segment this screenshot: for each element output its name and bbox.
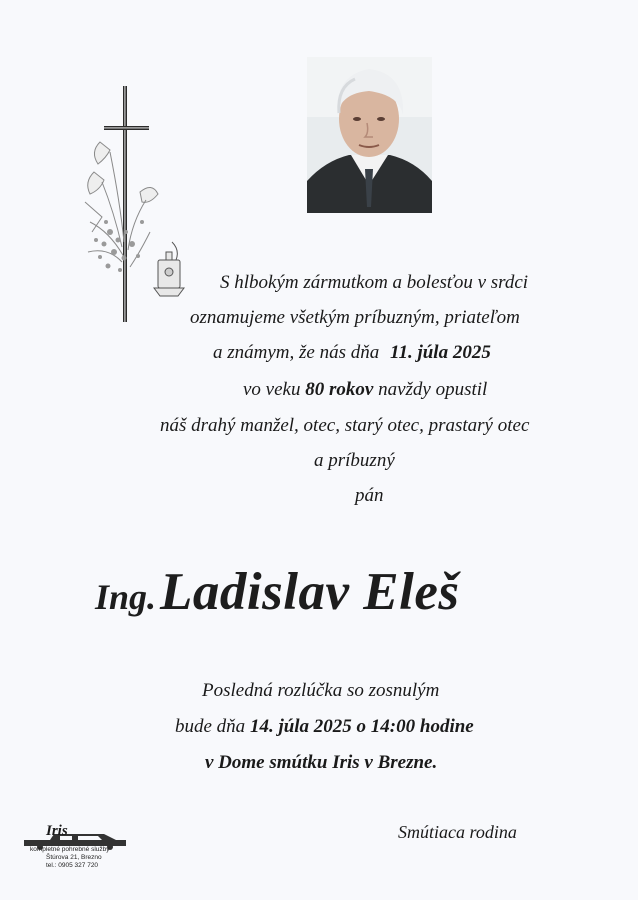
deceased-name <box>95 562 459 622</box>
announcement-line-7: pán <box>355 485 384 506</box>
announcement-line-5: náš drahý manžel, otec, starý otec, prastarý otec <box>160 415 530 436</box>
farewell-date-time: 14. júla 2025 o 14:00 hodine <box>249 716 474 737</box>
date-of-death: 11. júla 2025 <box>390 342 491 363</box>
announcement-line-2: oznamujeme všetkým príbuzným, priateľom <box>190 307 520 328</box>
deceased-title: Ing. <box>95 577 157 617</box>
funeral-service-logo-text: Iris <box>46 823 68 839</box>
farewell-location: v Dome smútku Iris v Brezne. <box>205 752 438 773</box>
age: 80 rokov <box>305 379 374 400</box>
portrait-photo <box>307 57 432 213</box>
funeral-service-address: Štúrova 21, Brezno <box>46 854 102 861</box>
funeral-service-tagline: kompletné pohrebné služby <box>30 846 110 853</box>
farewell-line-1: Posledná rozlúčka so zosnulým <box>202 680 440 701</box>
signoff: Smútiaca rodina <box>398 822 517 842</box>
deceased-full-name: Ladislav Eleš <box>160 563 460 621</box>
announcement-line-1: S hlbokým zármutkom a bolesťou v srdci <box>220 272 529 293</box>
flower-bouquet <box>94 220 144 272</box>
announcement-line-4: vo veku 80 rokov navždy opustil <box>243 379 488 400</box>
lily-flowers-icon <box>85 142 158 267</box>
funeral-service-phone: tel.: 0905 327 720 <box>46 862 99 869</box>
announcement-line-3: a známym, že nás dňa 11. júla 2025 <box>213 342 491 363</box>
announcement-line-6: a príbuzný <box>314 450 395 471</box>
farewell-line-2: bude dňa 14. júla 2025 o 14:00 hodine <box>175 716 474 737</box>
